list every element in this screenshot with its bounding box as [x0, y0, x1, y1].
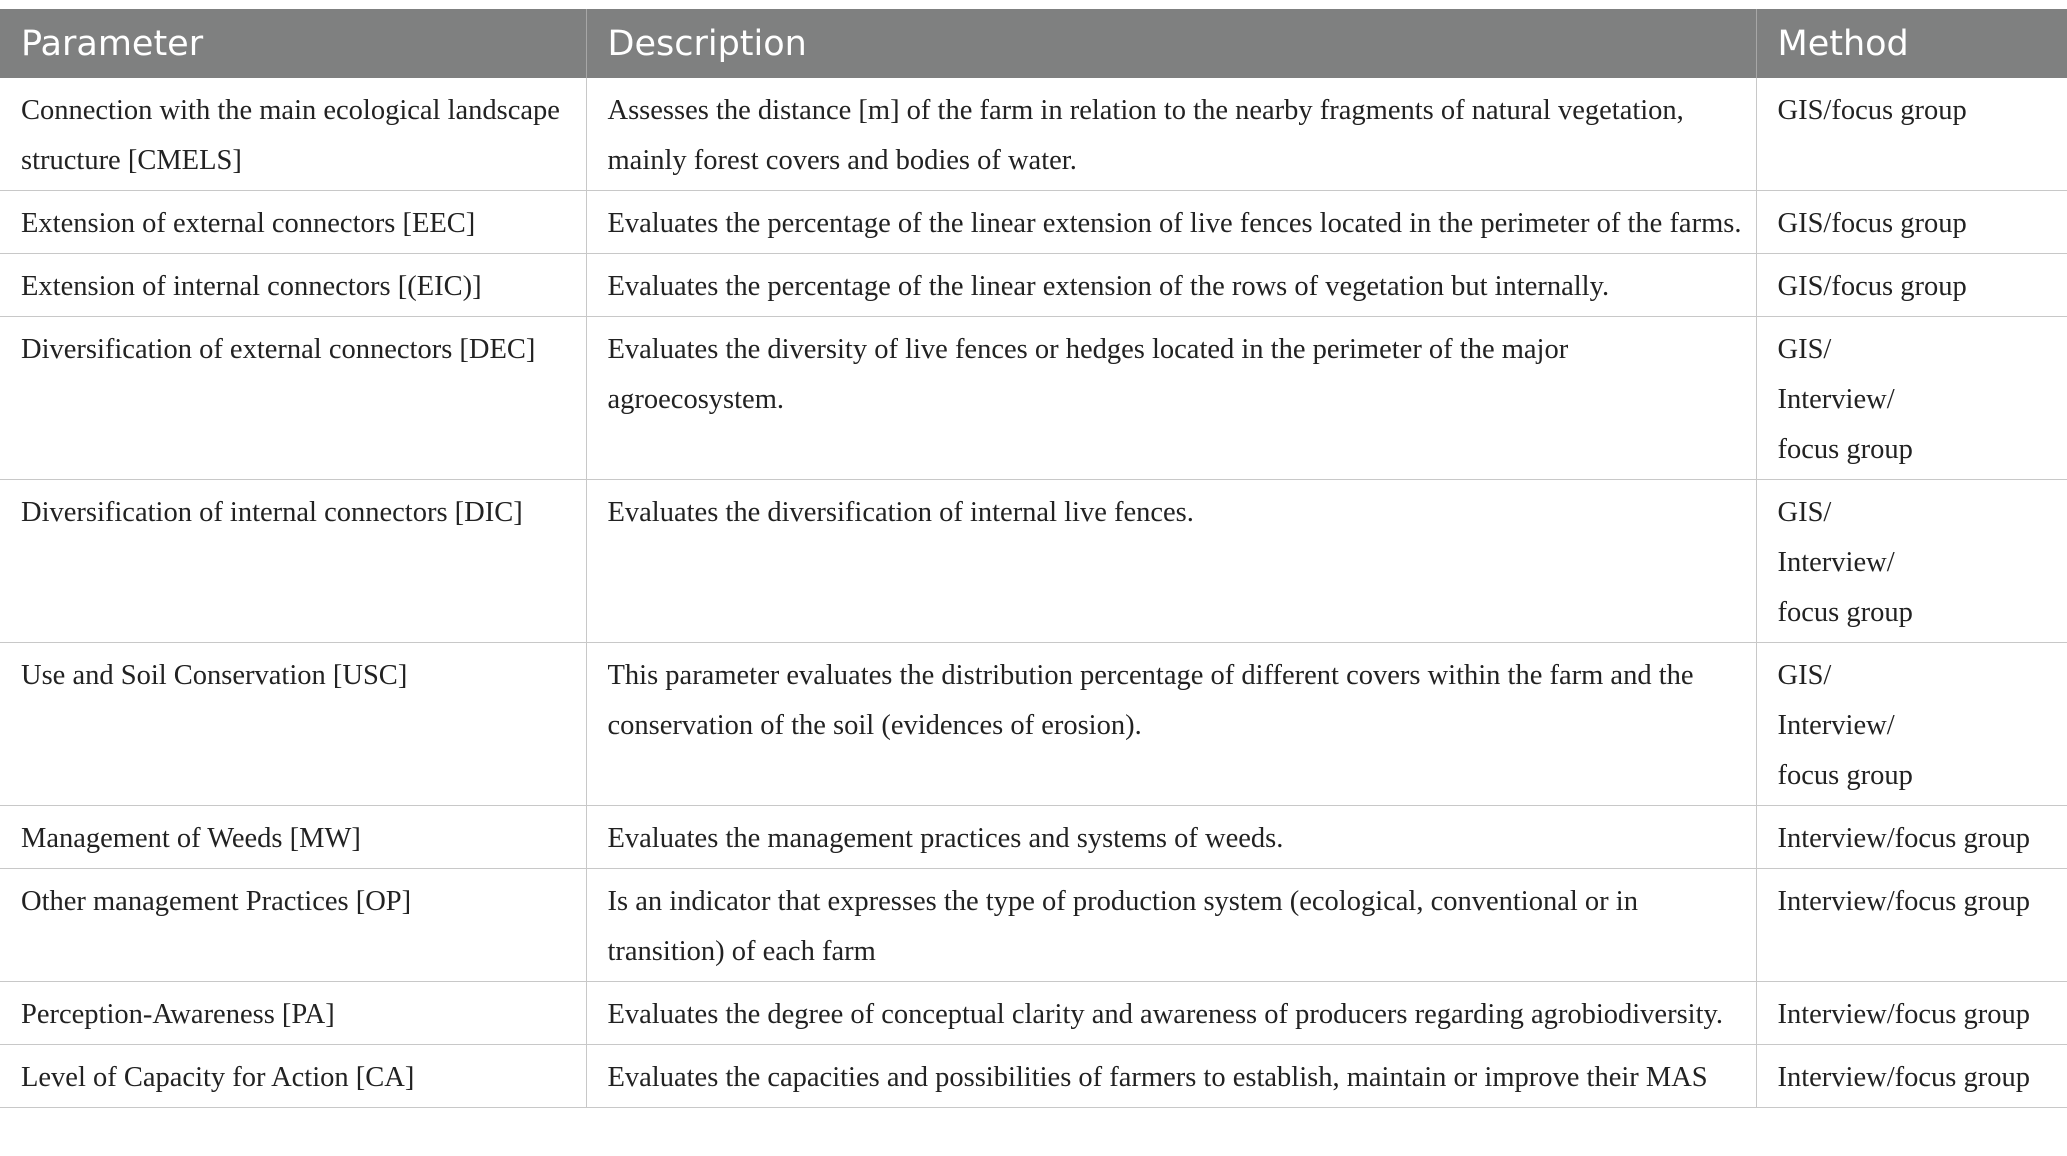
description-cell: Evaluates the degree of conceptual clarity and awareness of producers regarding agrobiodiversity.	[586, 982, 1756, 1045]
table-row	[0, 480, 2067, 643]
method-cell: Interview/focus group	[1756, 982, 2067, 1045]
description-cell: Evaluates the percentage of the linear extension of live fences located in the perimeter of the farms.	[586, 191, 1756, 254]
parameters-table	[0, 9, 2067, 1108]
parameter-cell: Extension of internal connectors [(EIC)]	[0, 254, 586, 317]
description-cell: Evaluates the diversification of internal live fences.	[586, 480, 1756, 643]
method-cell: GIS/focus group	[1756, 78, 2067, 191]
method-cell: Interview/focus group	[1756, 869, 2067, 982]
table-row	[0, 78, 2067, 191]
parameter-cell: Management of Weeds [MW]	[0, 806, 586, 869]
header-method: Method	[1756, 9, 2067, 78]
table-row	[0, 806, 2067, 869]
description-cell: Evaluates the diversity of live fences or hedges located in the perimeter of the major agroecosystem.	[586, 317, 1756, 480]
header-description: Description	[586, 9, 1756, 78]
table-header	[0, 9, 2067, 78]
method-cell: GIS/ Interview/ focus group	[1756, 480, 2067, 643]
parameter-cell: Connection with the main ecological landscape structure [CMELS]	[0, 78, 586, 191]
parameter-cell: Other management Practices [OP]	[0, 869, 586, 982]
table-row	[0, 869, 2067, 982]
table-row	[0, 1045, 2067, 1108]
method-cell: GIS/ Interview/ focus group	[1756, 643, 2067, 806]
document-page	[0, 9, 2067, 1108]
table-body	[0, 78, 2067, 1108]
method-cell: GIS/focus group	[1756, 254, 2067, 317]
table-row	[0, 254, 2067, 317]
table-row	[0, 982, 2067, 1045]
parameter-cell: Perception-Awareness [PA]	[0, 982, 586, 1045]
parameter-cell: Diversification of external connectors [DEC]	[0, 317, 586, 480]
table-row	[0, 317, 2067, 480]
description-cell: Assesses the distance [m] of the farm in relation to the nearby fragments of natural vegetation, mainly forest covers and bodies of water.	[586, 78, 1756, 191]
parameter-cell: Diversification of internal connectors [DIC]	[0, 480, 586, 643]
description-cell: Is an indicator that expresses the type of production system (ecological, conventional or in transition) of each farm	[586, 869, 1756, 982]
parameter-cell: Extension of external connectors [EEC]	[0, 191, 586, 254]
description-cell: Evaluates the management practices and systems of weeds.	[586, 806, 1756, 869]
method-cell: Interview/focus group	[1756, 1045, 2067, 1108]
method-cell: Interview/focus group	[1756, 806, 2067, 869]
table-row	[0, 191, 2067, 254]
table-row	[0, 643, 2067, 806]
description-cell: Evaluates the capacities and possibilities of farmers to establish, maintain or improve their MAS	[586, 1045, 1756, 1108]
header-parameter: Parameter	[0, 9, 586, 78]
description-cell: Evaluates the percentage of the linear extension of the rows of vegetation but internally.	[586, 254, 1756, 317]
header-row	[0, 9, 2067, 78]
parameter-cell: Use and Soil Conservation [USC]	[0, 643, 586, 806]
method-cell: GIS/focus group	[1756, 191, 2067, 254]
description-cell: This parameter evaluates the distribution percentage of different covers within the farm and the conservation of the soil (evidences of erosion).	[586, 643, 1756, 806]
method-cell: GIS/ Interview/ focus group	[1756, 317, 2067, 480]
parameter-cell: Level of Capacity for Action [CA]	[0, 1045, 586, 1108]
